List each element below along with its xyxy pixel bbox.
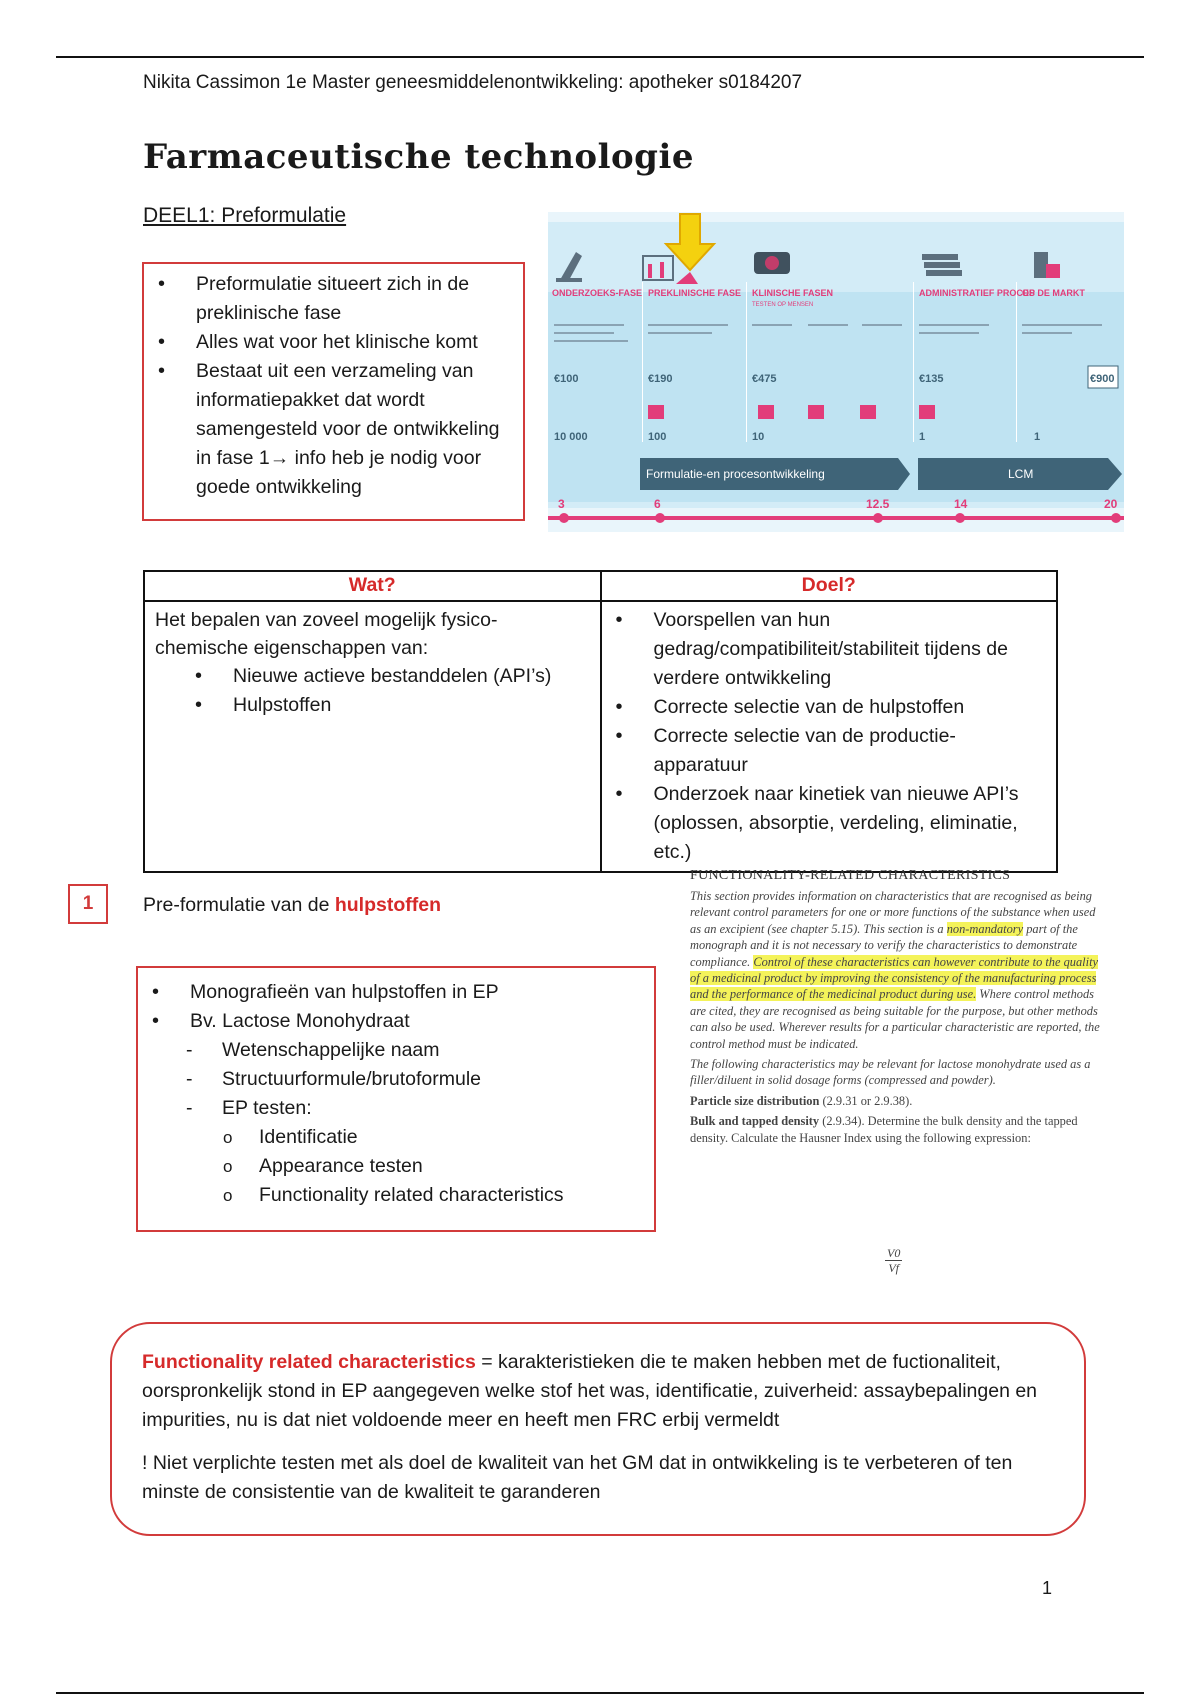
page-title: Farmaceutische technologie — [143, 137, 695, 177]
ep-tests-list — [138, 1123, 644, 1210]
excerpt-highlight: Control of these characteristics can however contribute to the quality of a medicinal product by improving the consistency of the manufacturing process and the performance of the medicinal product during use. — [690, 954, 1099, 1002]
excerpt-text: part of the monograph and it is not necessary to verify the characteristics to demonstrate compliance. — [690, 921, 1078, 969]
candidate-count: 1 — [919, 431, 926, 443]
summary-text: = karakteristieken die te maken hebben met de fuctionaliteit, oorspronkelijk stond in EP aangegeven welke stof het was, identificatie, zuiverheid: assaybepalingen en impurities, nu is dat niet voldoende meer en heeft men FRC erbij vermeldt — [142, 1351, 1038, 1431]
scanner-icon — [754, 252, 790, 274]
section-subtitle: DEEL1: Preformulatie — [143, 204, 347, 227]
section-heading — [143, 894, 441, 917]
excerpt-highlight: non-mandatory — [946, 921, 1024, 936]
phase-sublabel: TESTEN OP MENSEN — [752, 302, 814, 308]
timeline-label: 12.5 — [866, 497, 890, 511]
excerpt-label: Particle size distribution — [690, 1093, 820, 1108]
list-item: • Bestaat uit een verzameling van informatiepakket dat wordt samengesteld voor de ontwikkeling in fase 1→ info heb je nodig voor goede ontwikkeling — [144, 357, 513, 502]
hausner-formula — [885, 1246, 902, 1275]
summary-term: Functionality related characteristics — [142, 1351, 476, 1373]
doel-list — [602, 606, 1047, 867]
list-item: • Bv. Lactose Monohydraat — [138, 1007, 644, 1036]
timeline-label: 6 — [654, 497, 661, 511]
wat-intro: Het bepalen van zoveel mogelijk fysico-chemische eigenschappen van: — [155, 609, 498, 659]
page-number: 1 — [1041, 1578, 1052, 1598]
phase-cost: €135 — [919, 373, 944, 385]
list-item: - Structuurformule/brutoformule — [138, 1065, 644, 1094]
excerpt-paragraph — [690, 888, 1100, 1052]
list-item: o Identificatie — [138, 1123, 644, 1152]
excerpt-paragraph — [690, 1093, 1100, 1109]
documents-icon — [922, 254, 962, 276]
list-item: • Correcte selectie van de hulpstoffen — [602, 693, 1047, 722]
excerpt-heading: FUNCTIONALITY-RELATED CHARACTERISTICS — [690, 868, 1011, 883]
excerpt-paragraph: The following characteristics may be relevant for lactose monohydrate used as a filler/diluent in solid dosage forms (compressed and powder). — [690, 1057, 1091, 1088]
top-rule — [56, 56, 1144, 58]
excerpt-paragraph — [690, 1113, 1100, 1146]
candidate-count: 10 — [752, 431, 765, 443]
phase-label: PREKLINISCHE FASE — [648, 288, 742, 298]
excerpt-text: Where control methods are cited, they are recognised as being suitable for the purpose, but other methods can also be used. Wherever results for a particular characteristic are reported, the control method must be indicated. — [690, 987, 1100, 1051]
wat-list — [181, 662, 590, 720]
timeline-label: 20 — [1104, 497, 1118, 511]
page-header: Nikita Cassimon 1e Master geneesmiddelenontwikkeling: apotheker s0184207 — [143, 72, 803, 93]
formulation-bar-label: Formulatie-en procesontwikkeling — [646, 467, 825, 481]
section-heading-highlight: hulpstoffen — [334, 894, 441, 916]
ep-monograph-excerpt — [690, 868, 1100, 1288]
excerpt-text: (2.9.31 or 2.9.38). — [819, 1093, 913, 1108]
list-item: o Functionality related characteristics — [138, 1181, 644, 1210]
phase-cost: €100 — [554, 373, 579, 385]
candidate-count: 1 — [1034, 431, 1041, 443]
list-item: • Alles wat voor het klinische komt — [144, 328, 513, 357]
list-item: • Onderzoek naar kinetiek van nieuwe API’s (oplossen, absorptie, verdeling, eliminatie, etc.) — [602, 780, 1047, 867]
list-item: • Hulpstoffen — [181, 691, 590, 720]
excerpt-text: (2.9.34). Determine the bulk density and the tapped density. Calculate the Hausner Index using the following expression: — [690, 1114, 1078, 1145]
section-number-badge: 1 — [68, 884, 108, 924]
doel-cell — [601, 601, 1058, 872]
drug-development-infographic — [548, 212, 1124, 532]
list-item: • Nieuwe actieve bestanddelen (API’s) — [181, 662, 590, 691]
candidate-count: 100 — [648, 431, 667, 443]
summary-paragraph: ! Niet verplichte testen met als doel de kwaliteit van het GM dat in ontwikkeling is te verbeteren of ten minste de consistentie van de kwaliteit te garanderen — [142, 1452, 1013, 1503]
wat-cell — [144, 601, 601, 872]
list-item: • Correcte selectie van de productie-apparatuur — [602, 722, 1047, 780]
phase-cost: €900 — [1090, 373, 1115, 385]
formula-numerator: V0 — [887, 1246, 901, 1260]
section-heading-prefix: Pre-formulatie van de — [143, 894, 335, 916]
excipient-list — [138, 978, 644, 1036]
table-header-doel: Doel? — [601, 571, 1058, 601]
bottom-rule — [56, 1692, 1144, 1694]
timeline-label: 3 — [558, 497, 565, 511]
phase-cost: €190 — [648, 373, 673, 385]
lcm-bar-label: LCM — [1008, 467, 1034, 481]
list-item: • Monografieën van hulpstoffen in EP — [138, 978, 644, 1007]
phase-label: ADMINISTRATIEF PROCES — [919, 288, 1035, 298]
list-item: - Wetenschappelijke naam — [138, 1036, 644, 1065]
list-item: • Voorspellen van hun gedrag/compatibiliteit/stabiliteit tijdens de verdere ontwikkeling — [602, 606, 1047, 693]
formula-denominator: Vf — [888, 1261, 899, 1275]
phase-label: KLINISCHE FASEN — [752, 288, 834, 298]
excerpt-text: This section provides information on characteristics that are recognised as being relevant control parameters for one or more functions of the substance when used as an excipient (see chapter 5.15). This section is a — [690, 889, 1096, 936]
intro-box — [142, 262, 525, 521]
phase-label: OP DE MARKT — [1022, 288, 1085, 298]
timeline-label: 14 — [954, 497, 968, 511]
candidate-count: 10 000 — [554, 431, 588, 443]
summary-paragraph — [142, 1348, 1054, 1435]
phase-cost: €475 — [752, 373, 777, 385]
timeline-line — [548, 516, 1124, 520]
excipient-dash-list — [138, 1036, 644, 1123]
list-item: • Preformulatie situeert zich in de preklinische fase — [144, 270, 513, 328]
intro-list — [144, 270, 513, 502]
excipient-box — [136, 966, 656, 1232]
phase-label: ONDERZOEKS-FASE — [552, 288, 643, 298]
excerpt-label: Bulk and tapped density — [690, 1114, 820, 1129]
summary-box — [110, 1322, 1086, 1536]
what-goal-table — [143, 570, 1058, 873]
table-header-wat: Wat? — [144, 571, 601, 601]
list-item: o Appearance testen — [138, 1152, 644, 1181]
list-item: - EP testen: — [138, 1094, 644, 1123]
